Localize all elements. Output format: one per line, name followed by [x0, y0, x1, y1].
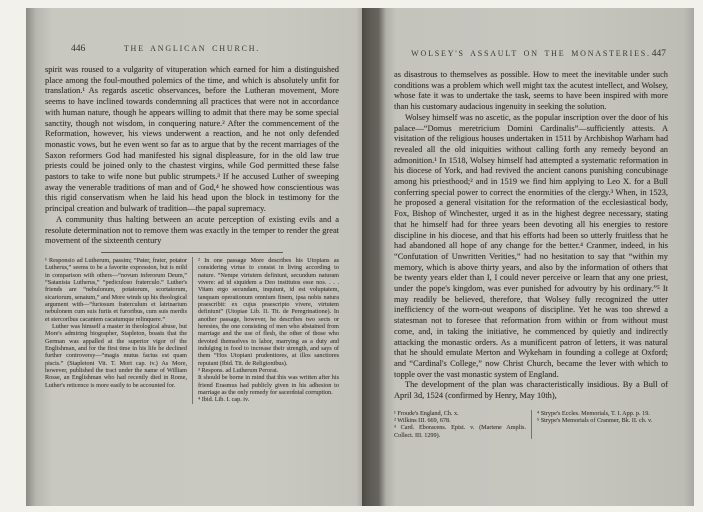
left-page-body	[45, 65, 339, 247]
body-paragraph: spirit was roused to a vulgarity of vituperation which earned for him a distinguished place among the foul-mouthed polemics of the time, and which is absolutely unfit for translation.¹ As regards ascetic observances, before the Lutheran movement, More seems to have inclined towards condemning all practices that were not in accordance with human nature, though he appears willing to admit that there may be some special sanctity, though not wisdom, in conquering nature.² After the commencement of the Reformation, however, his views underwent a reaction, and he not only defended monastic vows, but he even went so far as to argue that by the recent marriages of the Saxon reformers God had manifested his signal displeasure, for in the old law true priests could be joined only to the chastest virgins, while God permitted these false pastors to take to wife none but public strumpets.³ If he accused Luther of sweeping away the venerable traditions of man and of God,⁴ he showed how conscientious was this rigid conservatism when he laid his head upon the block in testimony for the principal creation and bulwark of tradition—the papal supremacy.	[45, 65, 339, 214]
footnote: ⁴ Ibid. Lib. I. cap. iv.	[198, 396, 250, 404]
footnote-column	[192, 257, 339, 404]
right-page-footnotes	[394, 410, 668, 439]
footnote-column	[394, 410, 531, 439]
footnote: ⁴ Strype's Eccles. Memorials, T. I. App. p. 19.	[537, 409, 650, 417]
footnote: ² In one passage More describes his Utopians as considering virtue to consist in living according to nature. “Nempe virtutem definiunt, secundum naturam vivere: ad id siquidem a Deo institutos esse nos. . . . Vitam ergo secundam, inquiunt, id est voluptatem, tanquam operationum omnium finem, ipsa nobis natura praescribit: ex cujus praescripto vivere, virtutem definiunt” (Utopiae Lib. II. Tit. de Peregrinatione). In another passage, however, he describes two sects or heresies, the one consisting of men who abstained from marriage and the use of flesh, the other of those who devoted themselves to labor, marrying as a duty and indulging in food to increase their strength, and says of them “Hos Utopiani prudentiores, at illos sanctiores reputant (Ibid. Tit. de Religionibus).	[198, 256, 339, 367]
left-page-footnotes	[45, 257, 339, 404]
footnote-column	[531, 410, 668, 439]
right-running-head: WOLSEY'S ASSAULT ON THE MONASTERIES.	[411, 49, 651, 58]
footnote: ² Wilkins III. 669, 678.	[394, 417, 451, 425]
footnote: ¹ Froude's England, Ch. x.	[394, 409, 459, 417]
body-paragraph: A community thus halting between an acute perception of existing evils and a resolute determination not to remove them was exactly in the temper to render the great movement of the sixteenth century	[45, 214, 339, 246]
body-paragraph: The development of the plan was characteristically insidious. By a Bull of April 3d, 1524 (confirmed by Henry, May 10th),	[394, 380, 668, 401]
footnote-column	[45, 257, 192, 404]
footnote: Luther was himself a master in theological abuse, but More's admiring biographer, Stapleton, boasts that the German was appalled at the superior vigor of the Englishman, and for the first time in his life he declined further controversy—“magis mutus factus est quam piscis.” (Stapletoni Vit. T. Mori cap. iv.) As More, however, published the tract under the name of William Rosse, an Englishman who had recently died in Rome, Luther's reticence is more easily to be accounted for.	[45, 323, 187, 389]
left-page-header	[45, 44, 339, 58]
body-paragraph: as disastrous to themselves as possible. How to meet the inevitable under such conditions was a problem which well might tax the acutest intellect, and Wolsey, whose fate it was to undertake the task, seems to have been inspired with more than his customary audacious ingenuity in seeking the solution.	[394, 70, 668, 112]
footnote-rule	[101, 252, 283, 253]
footnote: ⁵ Strype's Memorials of Cranmer, Bk. II. ch. v.	[537, 417, 653, 425]
footnote: ³ Card. Eboracens. Epist. v. (Martene Amplis. Collect. III. 1299).	[394, 424, 526, 439]
footnote: It should be borne in mind that this was written after his friend Erasmus had publicly given in his adhesion to marriage as the only remedy for sacerdotal corruption.	[198, 374, 339, 397]
right-page-number: 447	[651, 49, 666, 59]
footnote: ¹ Responsio ad Lutherum, passim; “Pater, frater, potator Lutherus,” seems to be a favorite expression, but is mild in comparison with others—“novum inferorum Deum,” “Satanista Lutherus,” “pediculoso fraterculo.” Luther's friends are “nebulonum, potatorum, scortatorum, sicariorum, senatum,” and More winds up his theological argument with—“furiosum fraterculum et latrinarium nebulonem cum suis furiis et furoribus, cum suis merdis et stercoribus cacantem cacatumque relinquere.”	[45, 256, 187, 323]
right-page	[362, 8, 694, 506]
body-paragraph: Wolsey himself was no ascetic, as the popular inscription over the door of his palace—“Domus meretricium Domini Cardinalis”—sufficiently attests. A visitation of the religious houses undertaken in 1511 by Archbishop Warham had revealed all the old iniquities without calling forth any remedy beyond an admonition.¹ In 1518, Wolsey himself had attempted a systematic reformation in his diocese of York, and had revived the ancient canons punishing concubinage among his priesthood;² and in 1519 we find him applying to Leo X. for a Bull conferring special power to correct the enormities of the clergy.³ When, in 1523, he proposed a general visitation for the reformation of the ecclesiastical body, Fox, Bishop of Winchester, urged it as in the highest degree necessary, stating that he himself had for three years been devoting all his energies to restore discipline in his diocese, and that his efforts had been so utterly fruitless that he had abandoned all hope of any change for the better.⁴ Cranmer, indeed, in his “Confutation of Unwritten Verities,” had no hesitation to say that “within my memory, which is above thirty years, and also by the information of others that be twenty years elder than I, I could never perceive or learn that any one priest, under the pope's kingdom, was ever punished for advoutry by his ordinary.”⁵ It may readily be believed, therefore, that Wolsey fully recognized the utter inefficiency of the worn-out weapons of discipline. Yet he was too shrewd a statesman not to foresee that reformation from within or from without must come, and, in taking the initiative, he commenced by quietly and indirectly attacking the monastic orders. As a munificent patron of letters, it was natural that he should emulate Merton and Wykeham in founding a college at Oxford; and “Cardinal's College,” now Christ Church, became the lever with which to topple over the vast monastic system of England.	[394, 112, 668, 379]
left-page	[26, 8, 362, 506]
right-page-body	[394, 70, 668, 402]
footnote: ³ Respons. ad Lutherum Perorat.	[198, 367, 279, 375]
left-running-head: THE ANGLICAN CHURCH.	[123, 44, 261, 53]
right-page-header	[394, 49, 668, 63]
left-page-number: 446	[71, 44, 86, 54]
book-spread	[26, 8, 694, 506]
